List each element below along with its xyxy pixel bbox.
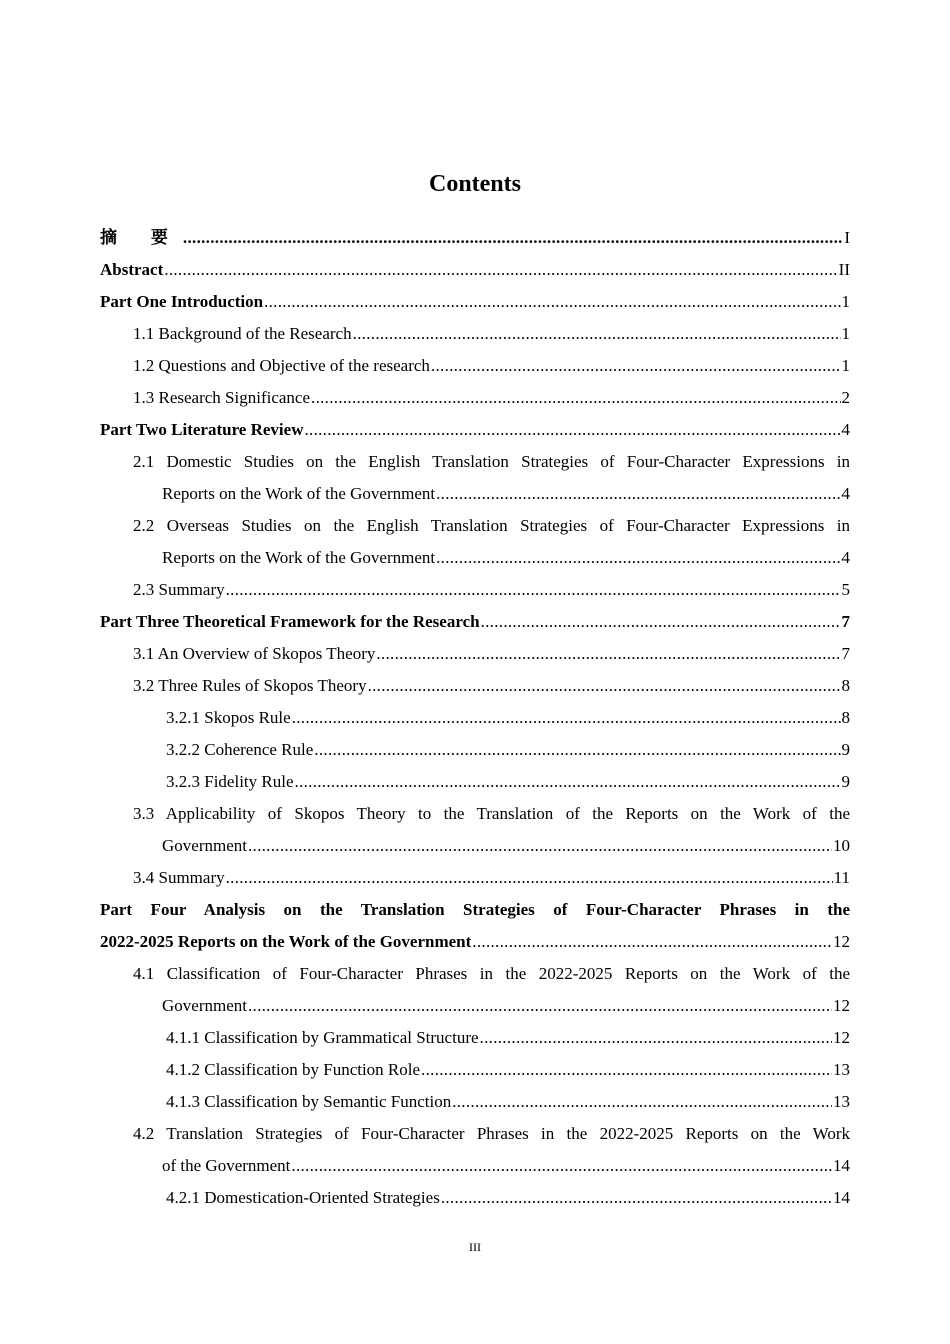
toc-page-number: 7 (841, 612, 850, 631)
toc-entry-part-three[interactable] (100, 606, 850, 638)
table-of-contents (100, 222, 850, 1214)
dot-leader (183, 222, 843, 254)
toc-entry-title-line1: 4.2 Translation Strategies of Four-Character Phrases in the 2022-2025 Reports on the Work (133, 1124, 850, 1143)
toc-page-number: 4 (841, 420, 850, 439)
dot-leader (480, 1022, 832, 1054)
toc-entry-title: 3.1 An Overview of Skopos Theory (133, 644, 376, 663)
dot-leader (436, 478, 840, 510)
toc-entry-title: 1.2 Questions and Objective of the research (133, 356, 430, 375)
toc-entry-4-1-2[interactable] (100, 1054, 850, 1086)
toc-entry-3-2-1[interactable] (100, 702, 850, 734)
dot-leader (264, 286, 840, 318)
dot-leader (311, 382, 840, 414)
toc-page-number: 1 (841, 324, 850, 343)
toc-entry-4-1-3[interactable] (100, 1086, 850, 1118)
dot-leader (295, 766, 841, 798)
toc-entry-title: Part Three Theoretical Framework for the Research (100, 612, 480, 631)
dot-leader (376, 638, 840, 670)
toc-page-number: 14 (833, 1156, 850, 1175)
dot-leader (472, 926, 832, 958)
toc-entry-part-two[interactable] (100, 414, 850, 446)
toc-entry-title: 2.3 Summary (133, 580, 225, 599)
toc-entry-3-2-3[interactable] (100, 766, 850, 798)
toc-page-number: 2 (841, 388, 850, 407)
dot-leader (441, 1182, 832, 1214)
toc-page-number: 4 (841, 548, 850, 567)
toc-entry-title: Abstract (100, 260, 164, 279)
page-title: Contents (428, 171, 521, 197)
toc-page-number: 9 (841, 740, 850, 759)
toc-page-number: 4 (841, 484, 850, 503)
toc-page-number: II (838, 260, 850, 279)
toc-entry-part-four[interactable] (100, 894, 850, 958)
toc-entry-title: 4.1.1 Classification by Grammatical Structure (166, 1028, 479, 1047)
toc-entry-title: 摘 要 (100, 228, 182, 248)
toc-page-number: 5 (841, 580, 850, 599)
toc-page-number: 9 (841, 772, 850, 791)
toc-page-number: 14 (833, 1188, 850, 1207)
toc-entry-title: 4.1.2 Classification by Function Role (166, 1060, 421, 1079)
dot-leader (452, 1086, 832, 1118)
toc-entry-3-2[interactable] (100, 670, 850, 702)
toc-entry-title: Part One Introduction (100, 292, 264, 311)
toc-entry-4-2-1[interactable] (100, 1182, 850, 1214)
toc-page-number: 13 (833, 1060, 850, 1079)
toc-entry-4-1-1[interactable] (100, 1022, 850, 1054)
toc-entry-title: 3.2.2 Coherence Rule (166, 740, 314, 759)
toc-entry-title: 1.3 Research Significance (133, 388, 311, 407)
dot-leader (436, 542, 840, 574)
page-number: III (469, 1240, 481, 1254)
dot-leader (164, 254, 837, 286)
toc-entry-2-1[interactable] (100, 446, 850, 510)
dot-leader (481, 606, 841, 638)
toc-page-number: 7 (841, 644, 850, 663)
toc-entry-title: 1.1 Background of the Research (133, 324, 352, 343)
toc-entry-title-line2: Reports on the Work of the Government (162, 484, 436, 503)
toc-entry-title: 4.2.1 Domestication-Oriented Strategies (166, 1188, 440, 1207)
toc-entry-title-line1: 3.3 Applicability of Skopos Theory to the Translation of the Reports on the Work of the (133, 804, 850, 823)
toc-entry-1-2[interactable] (100, 350, 850, 382)
toc-entry-3-1[interactable] (100, 638, 850, 670)
dot-leader (248, 990, 832, 1022)
dot-leader (292, 702, 841, 734)
toc-page-number: 8 (841, 708, 850, 727)
toc-page-number: 13 (833, 1092, 850, 1111)
toc-entry-title: Part Two Literature Review (100, 420, 304, 439)
toc-entry-title: 3.2.3 Fidelity Rule (166, 772, 294, 791)
toc-page-number: 12 (833, 996, 850, 1015)
toc-entry-title-line2: of the Government (162, 1156, 291, 1175)
toc-page-number: 10 (833, 836, 850, 855)
dot-leader (304, 414, 840, 446)
toc-entry-title-line2: 2022-2025 Reports on the Work of the Government (100, 932, 472, 951)
toc-entry-1-1[interactable] (100, 318, 850, 350)
dot-leader (248, 830, 832, 862)
dot-leader (226, 862, 833, 894)
dot-leader (291, 1150, 832, 1182)
toc-page-number: I (844, 228, 850, 247)
toc-page-number: 11 (833, 868, 850, 887)
toc-entry-4-2[interactable] (100, 1118, 850, 1182)
toc-entry-title-line1: Part Four Analysis on the Translation Strategies of Four-Character Phrases in the (100, 900, 850, 919)
toc-entry-abstract[interactable] (100, 254, 850, 286)
toc-page-number: 12 (833, 1028, 850, 1047)
toc-entry-abstract-cn[interactable] (100, 222, 850, 254)
toc-entry-title: 4.1.3 Classification by Semantic Function (166, 1092, 452, 1111)
toc-entry-title-line2: Government (162, 996, 247, 1015)
toc-entry-title: 3.4 Summary (133, 868, 225, 887)
toc-entry-title-line2: Reports on the Work of the Government (162, 548, 436, 567)
toc-entry-2-2[interactable] (100, 510, 850, 574)
toc-entry-title-line1: 4.1 Classification of Four-Character Phrases in the 2022-2025 Reports on the Work of the (133, 964, 850, 983)
toc-page-number: 8 (841, 676, 850, 695)
toc-entry-title-line1: 2.2 Overseas Studies on the English Translation Strategies of Four-Character Expressions in (133, 516, 850, 535)
toc-entry-3-3[interactable] (100, 798, 850, 862)
toc-entry-3-2-2[interactable] (100, 734, 850, 766)
toc-page-number: 12 (833, 932, 850, 951)
toc-entry-title: 3.2 Three Rules of Skopos Theory (133, 676, 367, 695)
toc-entry-title-line1: 2.1 Domestic Studies on the English Translation Strategies of Four-Character Expressions in (133, 452, 850, 471)
dot-leader (421, 1054, 832, 1086)
dot-leader (314, 734, 840, 766)
toc-entry-4-1[interactable] (100, 958, 850, 1022)
toc-entry-3-4[interactable] (100, 862, 850, 894)
toc-entry-title-line2: Government (162, 836, 247, 855)
dot-leader (368, 670, 841, 702)
toc-page-number: 1 (841, 292, 850, 311)
dot-leader (226, 574, 841, 606)
toc-page-number: 1 (841, 356, 850, 375)
toc-entry-1-3[interactable] (100, 382, 850, 414)
dot-leader (353, 318, 841, 350)
toc-entry-2-3[interactable] (100, 574, 850, 606)
dot-leader (431, 350, 841, 382)
toc-entry-title: 3.2.1 Skopos Rule (166, 708, 291, 727)
toc-entry-part-one[interactable] (100, 286, 850, 318)
